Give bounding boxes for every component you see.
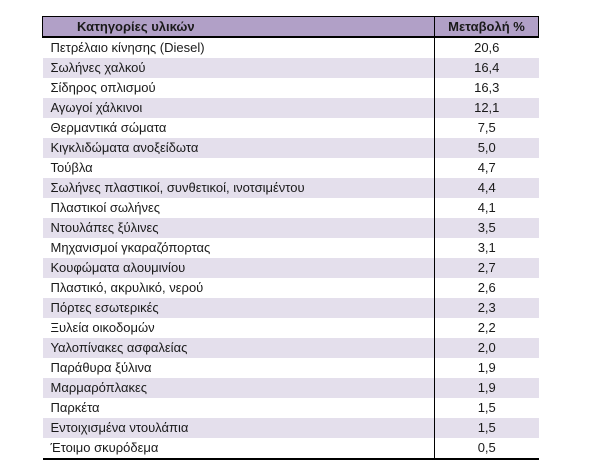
table-row xyxy=(43,238,539,258)
category-cell: Σίδηρος οπλισμού xyxy=(50,79,156,95)
table-row xyxy=(43,98,539,118)
category-cell: Μαρμαρόπλακες xyxy=(43,378,435,398)
materials-table xyxy=(42,16,539,460)
table-row xyxy=(43,37,539,58)
column-header-categories: Κατηγορίες υλικών xyxy=(43,17,435,37)
category-cell: Υαλοπίνακες ασφαλείας xyxy=(43,338,435,358)
table-row xyxy=(43,118,539,138)
category-cell: Ντουλάπες ξύλινες xyxy=(43,218,435,238)
category-cell: Εντοιχισμένα ντουλάπια xyxy=(43,418,435,438)
table-row xyxy=(43,218,539,238)
change-percent-cell: 3,1 xyxy=(435,238,539,258)
category-cell: Τούβλα xyxy=(50,159,93,175)
category-cell: Πόρτες εσωτερικές xyxy=(43,298,435,318)
category-cell: Πετρέλαιο κίνησης (Diesel) xyxy=(50,39,205,55)
change-percent-cell: 1,5 xyxy=(435,418,539,438)
change-percent-cell: 16,3 xyxy=(435,78,539,98)
change-percent-cell: 2,2 xyxy=(435,318,539,338)
table-row xyxy=(43,178,539,198)
change-percent-cell: 5,0 xyxy=(435,138,539,158)
change-percent-cell: 1,9 xyxy=(435,358,539,378)
category-cell: Αγωγοί χάλκινοι xyxy=(43,98,435,118)
change-percent-cell: 20,6 xyxy=(435,37,539,58)
category-cell: Παρκέτα xyxy=(50,399,100,415)
change-percent-cell: 0,5 xyxy=(435,438,539,459)
change-percent-cell: 3,5 xyxy=(435,218,539,238)
category-cell: Ξυλεία οικοδομών xyxy=(50,319,155,335)
table-row xyxy=(43,298,539,318)
table-row xyxy=(43,58,539,78)
change-percent-cell: 2,0 xyxy=(435,338,539,358)
table-row xyxy=(43,318,539,338)
category-cell: Κιγκλιδώματα ανοξείδωτα xyxy=(43,138,435,158)
table-row xyxy=(43,338,539,358)
table-row xyxy=(43,138,539,158)
change-percent-cell: 2,3 xyxy=(435,298,539,318)
table-row xyxy=(43,78,539,98)
column-header-change-percent: Μεταβολή % xyxy=(435,17,539,37)
category-cell: Κουφώματα αλουμινίου xyxy=(43,258,435,278)
category-cell: Μηχανισμοί γκαραζόπορτας xyxy=(50,239,211,255)
category-cell: Πλαστικοί σωλήνες xyxy=(50,199,161,215)
category-cell: Πλαστικό, ακρυλικό, νερού xyxy=(50,279,204,295)
table-body xyxy=(43,37,539,459)
category-cell: Θερμαντικά σώματα xyxy=(50,119,167,135)
category-cell: Σωλήνες χαλκού xyxy=(43,58,435,78)
table-row xyxy=(43,398,539,418)
change-percent-cell: 1,5 xyxy=(435,398,539,418)
table-row xyxy=(43,278,539,298)
table-row xyxy=(43,258,539,278)
change-percent-cell: 2,7 xyxy=(435,258,539,278)
table-row xyxy=(43,378,539,398)
change-percent-cell: 4,4 xyxy=(435,178,539,198)
table-row xyxy=(43,158,539,178)
materials-table-container xyxy=(42,16,538,460)
change-percent-cell: 16,4 xyxy=(435,58,539,78)
change-percent-cell: 12,1 xyxy=(435,98,539,118)
change-percent-cell: 1,9 xyxy=(435,378,539,398)
category-cell: Παράθυρα ξύλινα xyxy=(50,359,152,375)
table-header-row xyxy=(43,17,539,37)
change-percent-cell: 2,6 xyxy=(435,278,539,298)
table-row xyxy=(43,198,539,218)
change-percent-cell: 4,1 xyxy=(435,198,539,218)
table-row xyxy=(43,418,539,438)
category-cell: Έτοιμο σκυρόδεμα xyxy=(43,438,435,459)
table-row xyxy=(43,438,539,459)
change-percent-cell: 7,5 xyxy=(435,118,539,138)
category-cell: Σωλήνες πλαστικοί, συνθετικοί, ινοτσιμέντου xyxy=(43,178,435,198)
change-percent-cell: 4,7 xyxy=(435,158,539,178)
table-row xyxy=(43,358,539,378)
